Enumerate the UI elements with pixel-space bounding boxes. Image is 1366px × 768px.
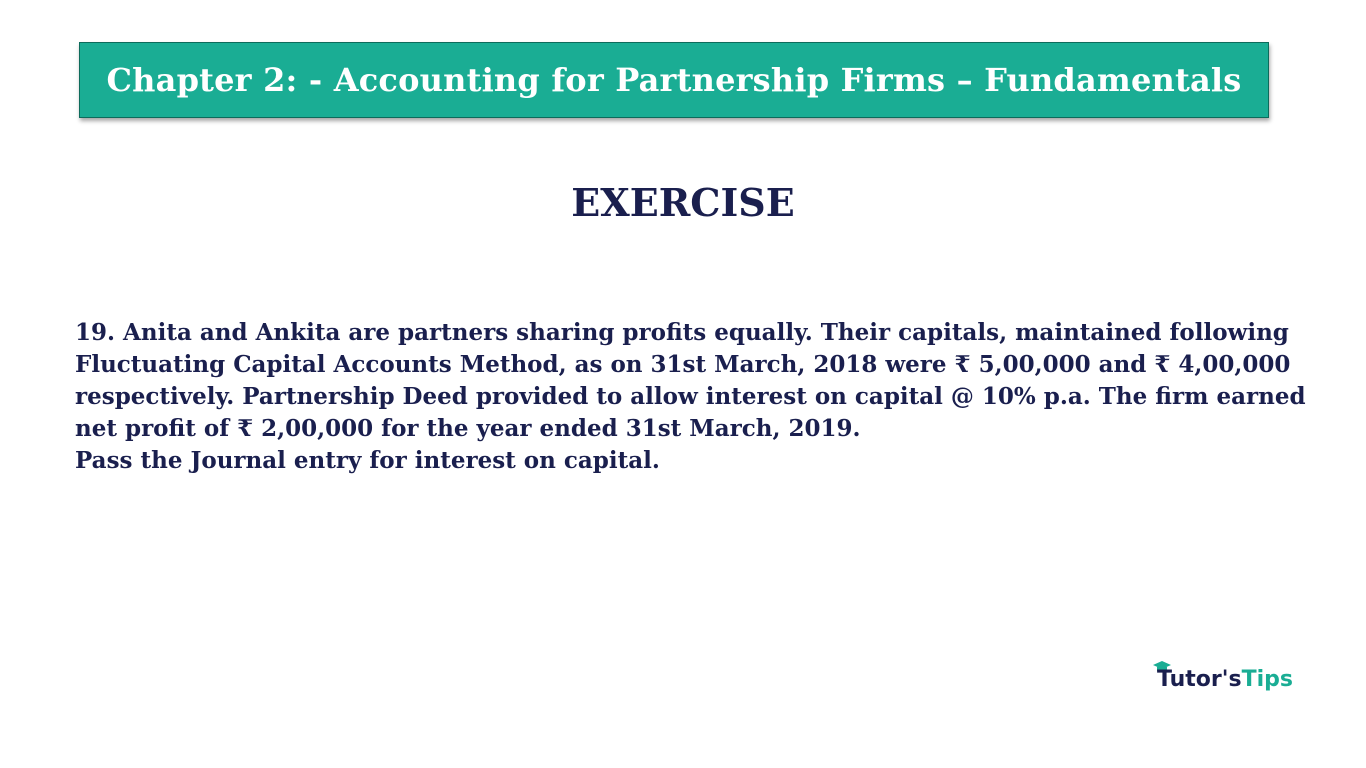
- question-line: 19. Anita and Ankita are partners sharing profits equally. Their capitals, maintained following: [75, 319, 1289, 346]
- question-line: respectively. Partnership Deed provided to allow interest on capital @ 10% p.a. The firm earned: [75, 383, 1306, 410]
- logo-text: [1157, 662, 1293, 698]
- section-heading: EXERCISE: [571, 180, 795, 225]
- logo-text-tutors: Tutor's: [1157, 667, 1242, 692]
- logo-text-tips: Tips: [1241, 667, 1293, 692]
- chapter-title: Chapter 2: - Accounting for Partnership Firms – Fundamentals: [106, 61, 1242, 99]
- question-line: Fluctuating Capital Accounts Method, as on 31st March, 2018 were ₹ 5,00,000 and ₹ 4,00,000: [75, 351, 1291, 378]
- question-line: net profit of ₹ 2,00,000 for the year ended 31st March, 2019.: [75, 415, 861, 442]
- tutors-tips-logo: [1153, 658, 1293, 694]
- question-line: Pass the Journal entry for interest on capital.: [75, 447, 660, 474]
- question-text: [75, 317, 1306, 477]
- chapter-banner: [79, 42, 1269, 118]
